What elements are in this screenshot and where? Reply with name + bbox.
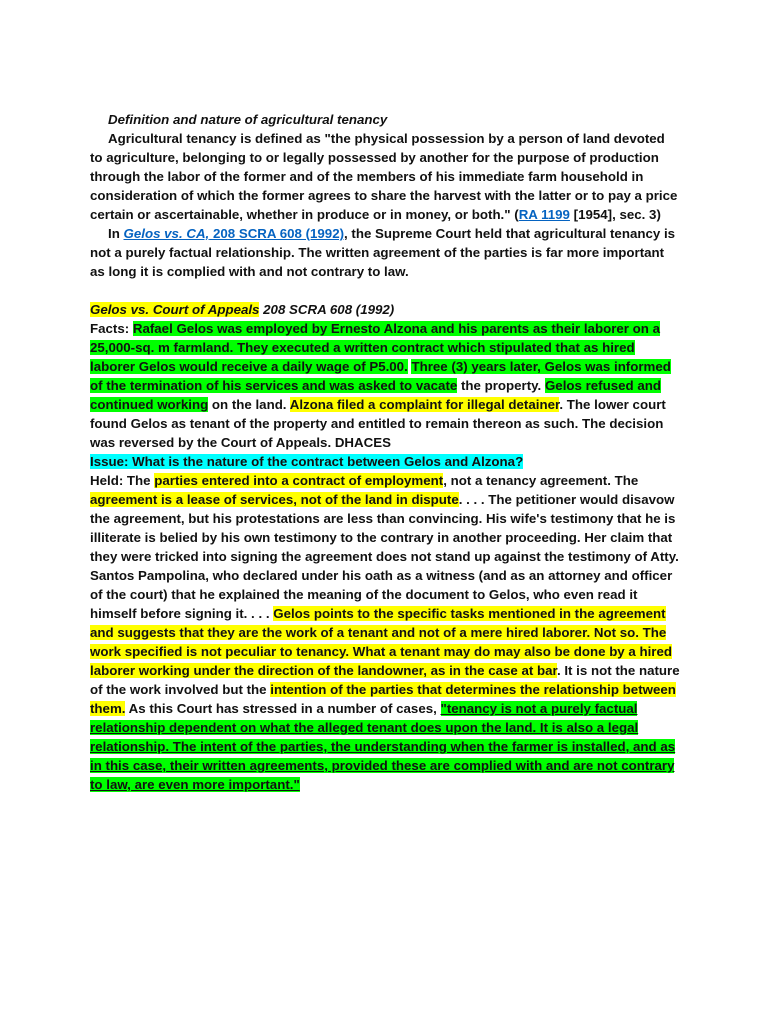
facts-label: Facts:	[90, 321, 133, 336]
facts-highlight-2: Three (3) years later, Gelos was informed of the termination of his services and was asked to vacate	[90, 359, 671, 393]
gelos-case-link[interactable]: Gelos vs. CA,	[123, 226, 210, 241]
held-text-4: As this Court has stressed in a number of cases,	[125, 701, 441, 716]
case-title: Gelos vs. Court of Appeals	[90, 302, 260, 317]
facts-highlight-1: Rafael Gelos was employed by Ernesto Alzona and his parents as their laborer on a 25,000-sq. m farmland. They executed a written contract which stipulated that as hired laborer Gelos would receive a daily wage of P5.00.	[90, 321, 660, 374]
held-highlight-1: parties entered into a contract of employment	[154, 473, 444, 488]
held-highlight-3: Gelos points to the specific tasks mentioned in the agreement and suggests that they are the work of a tenant and not of a mere hired laborer. Not so. The work specified is not peculiar to tenancy. What a tenant may do may also be done by a hired laborer working under the direction of the landowner, as in the case at bar	[90, 606, 672, 678]
definition-text-end: [1954], sec. 3)	[569, 207, 661, 222]
held-label: Held: The	[90, 473, 155, 488]
held-paragraph	[90, 471, 680, 794]
issue-paragraph	[90, 452, 680, 471]
definition-paragraph	[90, 129, 680, 224]
held-highlight-2: agreement is a lease of services, not of the land in dispute	[90, 492, 459, 507]
paragraph-gap	[90, 281, 680, 300]
facts-highlight-4: Alzona filed a complaint for illegal detainer	[289, 397, 560, 412]
case-citation: 208 SCRA 608 (1992)	[259, 302, 395, 317]
issue-text: Issue: What is the nature of the contract between Gelos and Alzona?	[90, 454, 524, 469]
document-body	[90, 110, 680, 794]
case-heading	[90, 300, 680, 319]
facts-highlight-3: Gelos refused and continued working	[90, 378, 661, 412]
definition-text: Agricultural tenancy is defined as "the physical possession by a person of land devoted to agriculture, belonging to or legally possessed by another for the purpose of production through the labor of the former and of the members of his immediate farm household in consideration of which the former agrees to share the harvest with the latter or to pay a price certain or ascertainable, whether in produce or in money, or both." (	[90, 131, 678, 222]
facts-text-1: the property.	[457, 378, 545, 393]
held-text-3: . It is not the nature of the work involved but the	[90, 663, 680, 697]
facts-text-2: on the land.	[208, 397, 290, 412]
held-highlight-4: intention of the parties that determines the relationship between them.	[90, 682, 676, 716]
gelos-summary-paragraph	[90, 224, 680, 281]
ra-1199-link[interactable]: RA 1199	[518, 207, 570, 222]
held-text-1: , not a tenancy agreement. The	[443, 473, 639, 488]
facts-text-3: . The lower court found Gelos as tenant of the property and entitled to remain thereon as such. The decision was reversed by the Court of Appeals. DHACES	[90, 397, 666, 450]
held-quote: "tenancy is not a purely factual relationship dependent on what the alleged tenant does upon the land. It is also a legal relationship. The intent of the parties, the understanding when the farmer is installed, and as in this case, their written agreements, provided these are complied with and are not contrary to law, are even more important."	[90, 701, 676, 792]
held-text-2: . . . . The petitioner would disavow the agreement, but his protestations are less than convincing. His wife's testimony that he is illiterate is belied by his own testimony to the contrary in another proceeding. Her claim that they were tricked into signing the agreement does not stand up against the testimony of Atty. Santos Pampolina, who declared under his oath as a witness (and as an attorney and officer of the court) that he explained the meaning of the document to Gelos, who even read it himself before signing it. . . .	[90, 492, 679, 621]
gelos-citation-link[interactable]: 208 SCRA 608 (1992)	[209, 226, 345, 241]
section-title: Definition and nature of agricultural tenancy	[108, 112, 388, 127]
summary-text: , the Supreme Court held that agricultural tenancy is not a purely factual relationship. The written agreement of the parties is far more important as long it is complied with and not contrary to law.	[90, 226, 676, 279]
summary-lead: In	[108, 226, 124, 241]
facts-paragraph	[90, 319, 680, 452]
